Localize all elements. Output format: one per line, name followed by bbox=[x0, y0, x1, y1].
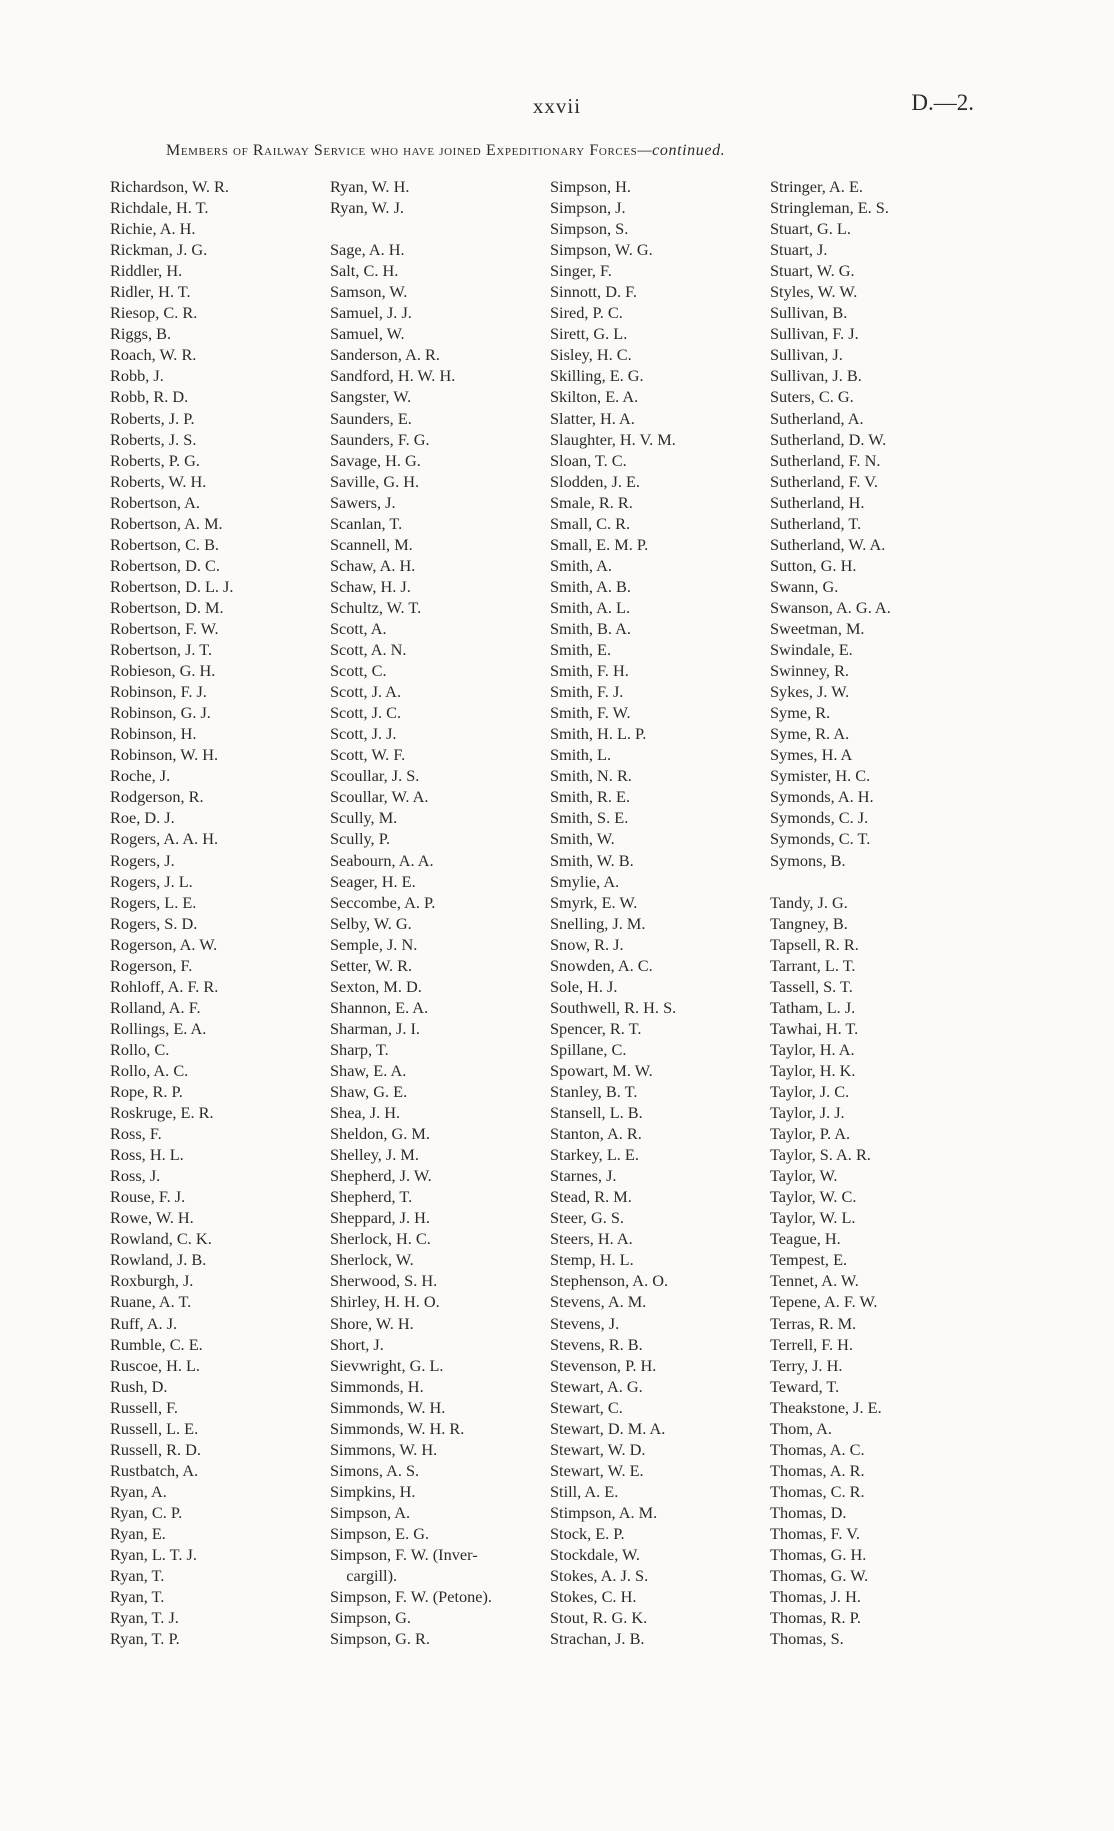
name-entry: Shepherd, J. W. bbox=[330, 1166, 432, 1186]
name-entry: Sullivan, J. B. bbox=[770, 366, 862, 386]
name-entry: Smith, F. W. bbox=[550, 703, 631, 723]
name-entry: Robertson, D. M. bbox=[110, 597, 224, 617]
name-entry: Slatter, H. A. bbox=[550, 408, 635, 428]
name-entry: Scott, J. A. bbox=[330, 682, 402, 702]
name-entry: Robinson, H. bbox=[110, 724, 197, 744]
name-entry: Sherlock, W. bbox=[330, 1250, 414, 1270]
name-entry: Stringleman, E. S. bbox=[770, 198, 889, 218]
name-entry: Thomas, A. C. bbox=[770, 1439, 865, 1459]
name-entry: Riggs, B. bbox=[110, 324, 172, 344]
name-entry: Skilling, E. G. bbox=[550, 366, 644, 386]
name-entry: Styles, W. W. bbox=[770, 282, 858, 302]
page-number: xxvii bbox=[532, 94, 582, 118]
name-entry: Smith, A. bbox=[550, 555, 612, 575]
name-entry: Ryan, L. T. J. bbox=[110, 1545, 197, 1565]
name-entry: Saunders, E. bbox=[330, 408, 412, 428]
name-entry: Ryan, W. J. bbox=[330, 198, 404, 218]
name-entry: Roberts, J. P. bbox=[110, 408, 195, 428]
name-entry: Scully, P. bbox=[330, 829, 391, 849]
name-entry: Robertson, A. M. bbox=[110, 513, 223, 533]
name-entry: Scott, A. bbox=[330, 618, 387, 638]
name-entry: Scanlan, T. bbox=[330, 513, 403, 533]
name-entry: Taylor, W. C. bbox=[770, 1187, 857, 1207]
name-entry: Sharp, T. bbox=[330, 1039, 389, 1059]
name-entry: Taylor, W. bbox=[770, 1166, 838, 1186]
name-entry: Smith, A. L. bbox=[550, 597, 631, 617]
name-entry: Robertson, D. C. bbox=[110, 555, 220, 575]
name-entry: Strachan, J. B. bbox=[550, 1629, 645, 1649]
name-entry: Salt, C. H. bbox=[330, 261, 399, 281]
name-entry: Smith, R. E. bbox=[550, 787, 631, 807]
name-entry: Thomas, F. V. bbox=[770, 1524, 860, 1543]
name-entry: Stimpson, A. M. bbox=[550, 1502, 658, 1522]
name-entry: Taylor, W. L. bbox=[770, 1208, 856, 1228]
name-entry: Rodgerson, R. bbox=[110, 787, 204, 807]
name-entry: Tangney, B. bbox=[770, 913, 848, 933]
name-entry: Tandy, J. G. bbox=[770, 892, 848, 912]
name-entry: Rogerson, A. W. bbox=[110, 934, 218, 954]
name-entry: Simpson, H. bbox=[550, 177, 631, 196]
name-entry: Shaw, G. E. bbox=[330, 1082, 408, 1102]
name-entry: Saunders, F. G. bbox=[330, 429, 430, 449]
name-entry: Simpson, F. W. (Petone). bbox=[330, 1587, 492, 1607]
name-column-3 bbox=[550, 176, 676, 1649]
name-entry: Tatham, L. J. bbox=[770, 997, 856, 1017]
name-entry: Sinnott, D. F. bbox=[550, 282, 637, 302]
name-entry: Rogers, S. D. bbox=[110, 913, 198, 933]
name-entry: Sweetman, M. bbox=[770, 618, 865, 638]
name-entry: Symonds, A. H. bbox=[770, 787, 874, 807]
name-entry: Tennet, A. W. bbox=[770, 1271, 859, 1291]
name-entry: Ryan, T. P. bbox=[110, 1629, 180, 1649]
name-entry: Southwell, R. H. S. bbox=[550, 997, 677, 1017]
name-entry: Stewart, W. D. bbox=[550, 1439, 646, 1459]
name-entry: Sage, A. H. bbox=[330, 240, 405, 260]
name-entry: Ryan, W. H. bbox=[330, 177, 410, 196]
title-main: Members of Railway Service who have joined Expeditionary Forces bbox=[166, 142, 638, 159]
name-entry: Scott, A. N. bbox=[330, 640, 407, 660]
name-entry: Sheppard, J. H. bbox=[330, 1208, 430, 1228]
name-entry: Ruane, A. T. bbox=[110, 1292, 192, 1312]
name-entry: Robb, R. D. bbox=[110, 387, 189, 407]
name-entry: Simpson, A. bbox=[330, 1502, 411, 1522]
name-entry: Smith, E. bbox=[550, 640, 612, 660]
name-entry: Taylor, J. J. bbox=[770, 1103, 845, 1123]
name-entry: Rogers, J. L. bbox=[110, 871, 193, 891]
name-entry: Russell, R. D. bbox=[110, 1439, 201, 1459]
name-entry: Stokes, C. H. bbox=[550, 1587, 637, 1607]
name-entry: Sharman, J. I. bbox=[330, 1018, 420, 1038]
name-entry: Robinson, F. J. bbox=[110, 682, 207, 702]
name-entry: Shannon, E. A. bbox=[330, 997, 429, 1017]
name-entry: Sexton, M. D. bbox=[330, 976, 422, 996]
name-entry: Suters, C. G. bbox=[770, 387, 854, 407]
name-entry: Taylor, P. A. bbox=[770, 1124, 851, 1144]
name-entry: Setter, W. R. bbox=[330, 955, 413, 975]
name-entry: Schaw, A. H. bbox=[330, 555, 416, 575]
name-entry: Smith, S. E. bbox=[550, 808, 629, 828]
name-entry: Singer, F. bbox=[550, 261, 612, 281]
name-entry: Stemp, H. L. bbox=[550, 1250, 634, 1270]
name-entry: Roberts, J. S. bbox=[110, 429, 197, 449]
name-entry: Sullivan, J. bbox=[770, 345, 843, 365]
name-entry: cargill). bbox=[330, 1566, 398, 1586]
name-entry: Robb, J. bbox=[110, 366, 164, 386]
name-entry: Tempest, E. bbox=[770, 1250, 848, 1270]
name-entry: Teward, T. bbox=[770, 1376, 840, 1396]
name-entry: Symister, H. C. bbox=[770, 766, 871, 786]
name-entry: Snowden, A. C. bbox=[550, 955, 653, 975]
name-entry: Rowland, J. B. bbox=[110, 1250, 207, 1270]
name-entry: Riddler, H. bbox=[110, 261, 183, 281]
name-entry: Tarrant, L. T. bbox=[770, 955, 856, 975]
name-entry: Stevens, J. bbox=[550, 1313, 620, 1333]
name-entry: Terras, R. M. bbox=[770, 1313, 857, 1333]
name-entry: Taylor, H. K. bbox=[770, 1060, 856, 1080]
name-entry: Stevens, R. B. bbox=[550, 1334, 643, 1354]
name-entry: Stout, R. G. K. bbox=[550, 1608, 648, 1628]
document-reference: D.—2. bbox=[911, 90, 974, 115]
name-entry: Taylor, H. A. bbox=[770, 1039, 855, 1059]
name-entry: Scannell, M. bbox=[330, 534, 413, 554]
name-entry: Smith, W. B. bbox=[550, 850, 634, 870]
name-entry: Richardson, W. R. bbox=[110, 177, 229, 196]
name-entry: Simpson, W. G. bbox=[550, 240, 653, 260]
name-entry: Simmonds, H. bbox=[330, 1376, 424, 1396]
name-entry: Saville, G. H. bbox=[330, 471, 420, 491]
name-entry: Smylie, A. bbox=[550, 871, 620, 891]
name-entry: Stuart, G. L. bbox=[770, 219, 851, 239]
name-column-4 bbox=[770, 176, 891, 1649]
name-entry: Stevenson, P. H. bbox=[550, 1355, 657, 1375]
name-entry: Scully, M. bbox=[330, 808, 398, 828]
name-entry: Rollo, A. C. bbox=[110, 1060, 189, 1080]
name-entry: Rickman, J. G. bbox=[110, 240, 208, 260]
name-entry: Rustbatch, A. bbox=[110, 1460, 199, 1480]
name-entry: Stanton, A. R. bbox=[550, 1124, 642, 1144]
name-entry: Selby, W. G. bbox=[330, 913, 412, 933]
name-entry: Ryan, E. bbox=[110, 1524, 166, 1543]
name-entry: Smith, B. A. bbox=[550, 618, 631, 638]
name-entry: Thomas, R. P. bbox=[770, 1608, 861, 1628]
name-entry: Sole, H. J. bbox=[550, 976, 618, 996]
name-entry: Symes, H. A bbox=[770, 745, 853, 765]
name-entry: Starkey, L. E. bbox=[550, 1145, 639, 1165]
name-entry: Steer, G. S. bbox=[550, 1208, 624, 1228]
name-entry: Schaw, H. J. bbox=[330, 576, 411, 596]
name-entry: Sloan, T. C. bbox=[550, 450, 627, 470]
name-entry: Swinney, R. bbox=[770, 661, 849, 681]
name-entry: Snow, R. J. bbox=[550, 934, 624, 954]
name-entry bbox=[330, 218, 492, 239]
name-entry: Spencer, R. T. bbox=[550, 1018, 642, 1038]
name-entry: Roe, D. J. bbox=[110, 808, 175, 828]
name-entry: Slaughter, H. V. M. bbox=[550, 429, 676, 449]
name-entry: Rope, R. P. bbox=[110, 1082, 183, 1102]
name-entry: Riesop, C. R. bbox=[110, 303, 198, 323]
name-entry: Ross, F. bbox=[110, 1124, 162, 1144]
name-entry: Sangster, W. bbox=[330, 387, 412, 407]
name-entry: Scott, J. C. bbox=[330, 703, 402, 723]
title-continued: —continued. bbox=[637, 142, 726, 159]
name-entry: Samuel, W. bbox=[330, 324, 405, 344]
name-entry: Roche, J. bbox=[110, 766, 171, 786]
name-entry: Small, E. M. P. bbox=[550, 534, 649, 554]
name-entry: Stock, E. P. bbox=[550, 1524, 625, 1543]
name-entry: Symons, B. bbox=[770, 850, 846, 870]
name-entry: Sutherland, F. V. bbox=[770, 471, 879, 491]
name-entry: Smith, F. H. bbox=[550, 661, 629, 681]
name-entry: Stead, R. M. bbox=[550, 1187, 632, 1207]
name-entry: Smith, N. R. bbox=[550, 766, 632, 786]
name-entry: Smale, R. R. bbox=[550, 492, 633, 512]
name-entry: Ridler, H. T. bbox=[110, 282, 191, 302]
name-entry: Smith, A. B. bbox=[550, 576, 631, 596]
name-entry: Symonds, C. T. bbox=[770, 829, 871, 849]
name-entry: Rollings, E. A. bbox=[110, 1018, 207, 1038]
name-column-2 bbox=[330, 176, 492, 1649]
name-entry: Schultz, W. T. bbox=[330, 597, 422, 617]
name-entry: Rowland, C. K. bbox=[110, 1229, 212, 1249]
name-entry: Sutherland, A. bbox=[770, 408, 864, 428]
name-entry: Spillane, C. bbox=[550, 1039, 627, 1059]
name-entry: Scott, W. F. bbox=[330, 745, 406, 765]
name-entry: Stewart, A. G. bbox=[550, 1376, 643, 1396]
name-entry: Samuel, J. J. bbox=[330, 303, 412, 323]
name-entry bbox=[770, 871, 891, 892]
name-entry: Ruscoe, H. L. bbox=[110, 1355, 200, 1375]
name-entry: Theakstone, J. E. bbox=[770, 1397, 882, 1417]
name-entry: Stringer, A. E. bbox=[770, 177, 863, 196]
name-entry: Simons, A. S. bbox=[330, 1460, 420, 1480]
name-entry: Terry, J. H. bbox=[770, 1355, 843, 1375]
name-entry: Smith, F. J. bbox=[550, 682, 624, 702]
name-entry: Thomas, G. W. bbox=[770, 1566, 869, 1586]
name-entry: Stokes, A. J. S. bbox=[550, 1566, 649, 1586]
name-entry: Taylor, J. C. bbox=[770, 1082, 850, 1102]
name-entry: Rouse, F. J. bbox=[110, 1187, 186, 1207]
name-entry: Simmons, W. H. bbox=[330, 1439, 438, 1459]
name-entry: Simpson, F. W. (Inver- bbox=[330, 1545, 478, 1565]
name-entry: Sired, P. C. bbox=[550, 303, 623, 323]
name-entry: Simpson, S. bbox=[550, 219, 629, 239]
name-entry: Sisley, H. C. bbox=[550, 345, 632, 365]
name-entry: Slodden, J. E. bbox=[550, 471, 641, 491]
name-entry: Shirley, H. H. O. bbox=[330, 1292, 440, 1312]
name-entry: Shea, J. H. bbox=[330, 1103, 401, 1123]
name-entry: Thomas, D. bbox=[770, 1502, 847, 1522]
name-entry: Tapsell, R. R. bbox=[770, 934, 859, 954]
name-entry: Rollo, C. bbox=[110, 1039, 170, 1059]
name-entry: Spowart, M. W. bbox=[550, 1060, 653, 1080]
name-entry: Snelling, J. M. bbox=[550, 913, 646, 933]
name-entry: Steers, H. A. bbox=[550, 1229, 633, 1249]
name-entry: Sykes, J. W. bbox=[770, 682, 850, 702]
name-entry: Ryan, T. bbox=[110, 1566, 165, 1586]
name-entry: Samson, W. bbox=[330, 282, 408, 302]
name-entry: Ryan, T. J. bbox=[110, 1608, 179, 1628]
name-entry: Smith, W. bbox=[550, 829, 615, 849]
name-entry: Shelley, J. M. bbox=[330, 1145, 419, 1165]
name-entry: Syme, R. A. bbox=[770, 724, 850, 744]
name-entry: Sherlock, H. C. bbox=[330, 1229, 431, 1249]
name-entry: Rogers, A. A. H. bbox=[110, 829, 219, 849]
name-entry: Stephenson, A. O. bbox=[550, 1271, 669, 1291]
name-entry: Stuart, J. bbox=[770, 240, 828, 260]
name-entry: Robertson, F. W. bbox=[110, 618, 219, 638]
name-entry: Symonds, C. J. bbox=[770, 808, 869, 828]
name-entry: Skilton, E. A. bbox=[550, 387, 639, 407]
name-entry: Rowe, W. H. bbox=[110, 1208, 194, 1228]
name-entry: Starnes, J. bbox=[550, 1166, 617, 1186]
name-entry: Scott, C. bbox=[330, 661, 387, 681]
name-entry: Simmonds, W. H. bbox=[330, 1397, 446, 1417]
name-entry: Syme, R. bbox=[770, 703, 831, 723]
name-entry: Roberts, P. G. bbox=[110, 450, 201, 470]
name-entry: Ryan, C. P. bbox=[110, 1502, 183, 1522]
name-entry: Seager, H. E. bbox=[330, 871, 416, 891]
name-entry: Savage, H. G. bbox=[330, 450, 421, 470]
name-entry: Rogerson, F. bbox=[110, 955, 193, 975]
name-entry: Sutton, G. H. bbox=[770, 555, 857, 575]
name-entry: Sanderson, A. R. bbox=[330, 345, 440, 365]
name-entry: Robinson, W. H. bbox=[110, 745, 219, 765]
name-entry: Sievwright, G. L. bbox=[330, 1355, 444, 1375]
name-entry: Rohloff, A. F. R. bbox=[110, 976, 219, 996]
name-entry: Thom, A. bbox=[770, 1418, 832, 1438]
name-entry: Simpson, J. bbox=[550, 198, 626, 218]
name-entry: Sheldon, G. M. bbox=[330, 1124, 430, 1144]
name-entry: Thomas, C. R. bbox=[770, 1481, 865, 1501]
name-entry: Ross, H. L. bbox=[110, 1145, 184, 1165]
name-entry: Sandford, H. W. H. bbox=[330, 366, 456, 386]
name-entry: Sutherland, T. bbox=[770, 513, 862, 533]
name-entry: Roxburgh, J. bbox=[110, 1271, 194, 1291]
name-entry: Tepene, A. F. W. bbox=[770, 1292, 878, 1312]
name-entry: Rush, D. bbox=[110, 1376, 168, 1396]
name-entry: Semple, J. N. bbox=[330, 934, 418, 954]
name-entry: Sullivan, F. J. bbox=[770, 324, 859, 344]
name-entry: Scoullar, W. A. bbox=[330, 787, 429, 807]
name-entry: Robertson, D. L. J. bbox=[110, 576, 234, 596]
name-entry: Robertson, C. B. bbox=[110, 534, 220, 554]
name-entry: Simpson, E. G. bbox=[330, 1524, 430, 1543]
name-entry: Shepherd, T. bbox=[330, 1187, 413, 1207]
name-entry: Thomas, G. H. bbox=[770, 1545, 867, 1565]
name-entry: Tawhai, H. T. bbox=[770, 1018, 859, 1038]
name-entry: Rumble, C. E. bbox=[110, 1334, 203, 1354]
name-entry: Smyrk, E. W. bbox=[550, 892, 638, 912]
name-entry: Simpkins, H. bbox=[330, 1481, 416, 1501]
name-entry: Shore, W. H. bbox=[330, 1313, 414, 1333]
name-entry: Robertson, J. T. bbox=[110, 640, 213, 660]
name-entry: Robinson, G. J. bbox=[110, 703, 211, 723]
name-entry: Sawers, J. bbox=[330, 492, 396, 512]
name-entry: Thomas, S. bbox=[770, 1629, 844, 1649]
name-entry: Taylor, S. A. R. bbox=[770, 1145, 871, 1165]
name-entry: Russell, L. E. bbox=[110, 1418, 199, 1438]
name-entry: Swindale, E. bbox=[770, 640, 853, 660]
name-entry: Stewart, W. E. bbox=[550, 1460, 644, 1480]
name-entry: Sullivan, B. bbox=[770, 303, 848, 323]
name-entry: Shaw, E. A. bbox=[330, 1060, 407, 1080]
name-entry: Simpson, G. R. bbox=[330, 1629, 430, 1649]
name-entry: Stewart, D. M. A. bbox=[550, 1418, 666, 1438]
name-entry: Smith, L. bbox=[550, 745, 612, 765]
name-entry: Sutherland, F. N. bbox=[770, 450, 881, 470]
name-entry: Swanson, A. G. A. bbox=[770, 597, 891, 617]
name-entry: Stuart, W. G. bbox=[770, 261, 855, 281]
name-entry: Roskruge, E. R. bbox=[110, 1103, 214, 1123]
name-entry: Rolland, A. F. bbox=[110, 997, 201, 1017]
name-entry: Swann, G. bbox=[770, 576, 839, 596]
name-entry: Ryan, A. bbox=[110, 1481, 167, 1501]
name-entry: Robertson, A. bbox=[110, 492, 200, 512]
name-entry: Seabourn, A. A. bbox=[330, 850, 434, 870]
name-entry: Ryan, T. bbox=[110, 1587, 165, 1607]
name-entry: Sherwood, S. H. bbox=[330, 1271, 438, 1291]
name-entry: Sutherland, D. W. bbox=[770, 429, 887, 449]
name-entry: Sirett, G. L. bbox=[550, 324, 628, 344]
name-entry: Ruff, A. J. bbox=[110, 1313, 178, 1333]
name-entry: Scott, J. J. bbox=[330, 724, 397, 744]
name-entry: Richdale, H. T. bbox=[110, 198, 209, 218]
page-title bbox=[166, 142, 725, 160]
name-entry: Stewart, C. bbox=[550, 1397, 623, 1417]
name-entry: Stevens, A. M. bbox=[550, 1292, 647, 1312]
name-entry: Russell, F. bbox=[110, 1397, 178, 1417]
name-entry: Stansell, L. B. bbox=[550, 1103, 643, 1123]
name-entry: Roberts, W. H. bbox=[110, 471, 207, 491]
name-entry: Simpson, G. bbox=[330, 1608, 411, 1628]
name-entry: Short, J. bbox=[330, 1334, 384, 1354]
name-entry: Richie, A. H. bbox=[110, 219, 196, 239]
name-entry: Sutherland, W. A. bbox=[770, 534, 886, 554]
name-entry: Stockdale, W. bbox=[550, 1545, 640, 1565]
name-entry: Seccombe, A. P. bbox=[330, 892, 436, 912]
name-entry: Still, A. E. bbox=[550, 1481, 619, 1501]
name-entry: Simmonds, W. H. R. bbox=[330, 1418, 465, 1438]
name-entry: Scoullar, J. S. bbox=[330, 766, 420, 786]
name-entry: Roach, W. R. bbox=[110, 345, 197, 365]
name-entry: Teague, H. bbox=[770, 1229, 841, 1249]
name-entry: Smith, H. L. P. bbox=[550, 724, 647, 744]
name-entry: Terrell, F. H. bbox=[770, 1334, 854, 1354]
name-entry: Sutherland, H. bbox=[770, 492, 865, 512]
name-entry: Small, C. R. bbox=[550, 513, 631, 533]
name-entry: Rogers, L. E. bbox=[110, 892, 197, 912]
name-entry: Rogers, J. bbox=[110, 850, 175, 870]
name-entry: Robieson, G. H. bbox=[110, 661, 216, 681]
name-entry: Thomas, A. R. bbox=[770, 1460, 865, 1480]
name-entry: Stanley, B. T. bbox=[550, 1082, 638, 1102]
name-column-1 bbox=[110, 176, 233, 1649]
name-entry: Tassell, S. T. bbox=[770, 976, 853, 996]
name-entry: Ross, J. bbox=[110, 1166, 161, 1186]
name-entry: Thomas, J. H. bbox=[770, 1587, 861, 1607]
